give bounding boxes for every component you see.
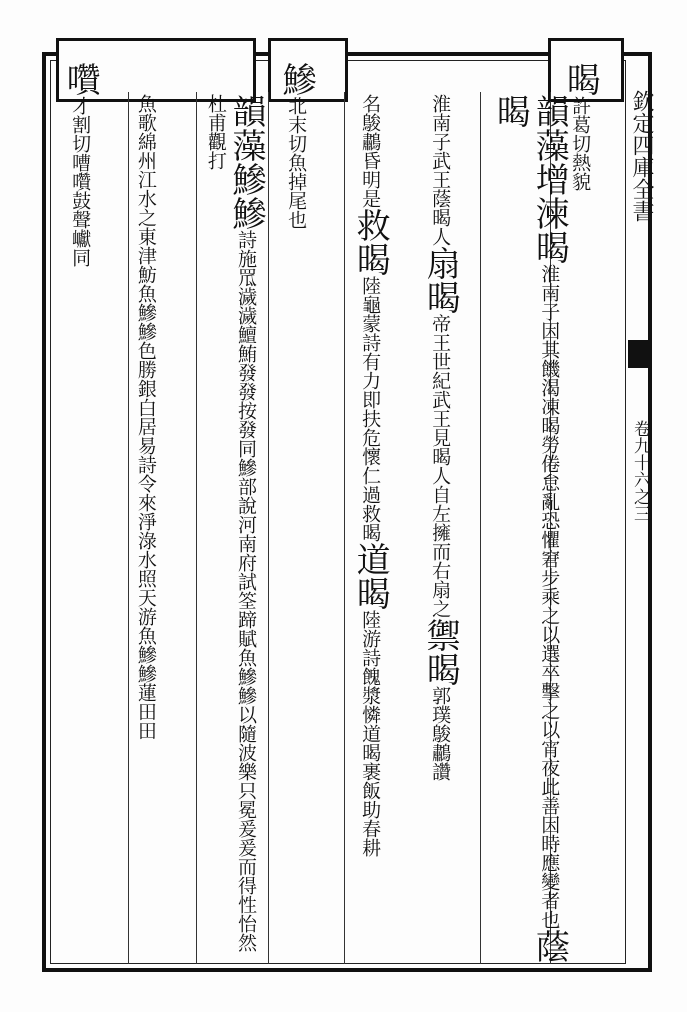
annotation: 詩施罛濊濊鱣鮪發發按發同鰺部說河南府試筌蹄賦魚鰺鰺以隨波樂只冕爰爰而得性怡然杜甫觀打 xyxy=(204,94,257,952)
headword: 鰺 xyxy=(276,62,317,96)
text-column-4 xyxy=(350,94,389,964)
annotation: 名鵔鷫昏明是 xyxy=(359,94,382,208)
annotation: 淮南子武王蔭暍人 xyxy=(429,94,452,246)
annotation: 帝王世紀武王見暍人自左擁而右扇之 xyxy=(429,314,452,618)
column-divider xyxy=(344,92,345,964)
volume-label: 卷九十六之三 xyxy=(630,420,650,522)
fish-tail-mark xyxy=(628,340,650,368)
headword: 蔭暍 xyxy=(490,94,570,963)
text-column-5 xyxy=(276,62,315,362)
column-divider xyxy=(196,92,197,964)
text-column-8 xyxy=(60,62,99,362)
headword: 扇暍 xyxy=(420,246,461,314)
column-divider xyxy=(480,92,481,964)
annotation: 北末切魚掉尾也 xyxy=(285,96,308,229)
headword: 暍 xyxy=(560,62,601,96)
headword: 道暍 xyxy=(350,542,391,610)
annotation: 才割切嘈囋鼓聲巘同 xyxy=(69,96,92,267)
annotation: 陸游詩餽漿憐道暍裹飯助春耕 xyxy=(359,610,382,857)
annotation: 郭璞鵔鷫讚 xyxy=(429,686,452,781)
headword: 囋 xyxy=(60,62,101,96)
headword: 禦暍 xyxy=(420,618,461,686)
headword: 韻藻鰺鰺 xyxy=(225,94,266,230)
text-column-2 xyxy=(490,94,568,964)
text-column-3 xyxy=(420,94,459,964)
headword: 救暍 xyxy=(350,208,391,276)
annotation: 陸龜蒙詩有力即扶危懷仁過救暍 xyxy=(359,276,382,542)
side-margin-strip xyxy=(626,60,652,964)
annotation: 魚歌綿州江水之東津魴魚鰺鰺色勝銀白居易詩令來淨淥水照天游魚鰺鰺蓮田田 xyxy=(134,94,157,740)
annotation: 淮南子因其饑渴凍暍勞倦怠亂恐懼窘步乘之以選卒擊之以宵夜此善因時應變者也 xyxy=(538,264,561,929)
text-column-6 xyxy=(204,94,265,964)
annotation: 許葛切熱貌 xyxy=(569,96,592,191)
book-title: 欽定四庫全書 xyxy=(629,90,654,222)
headword: 韻藻增湅暍 xyxy=(529,94,570,264)
text-column-7 xyxy=(134,94,156,964)
column-divider xyxy=(268,92,269,964)
column-divider xyxy=(128,92,129,964)
